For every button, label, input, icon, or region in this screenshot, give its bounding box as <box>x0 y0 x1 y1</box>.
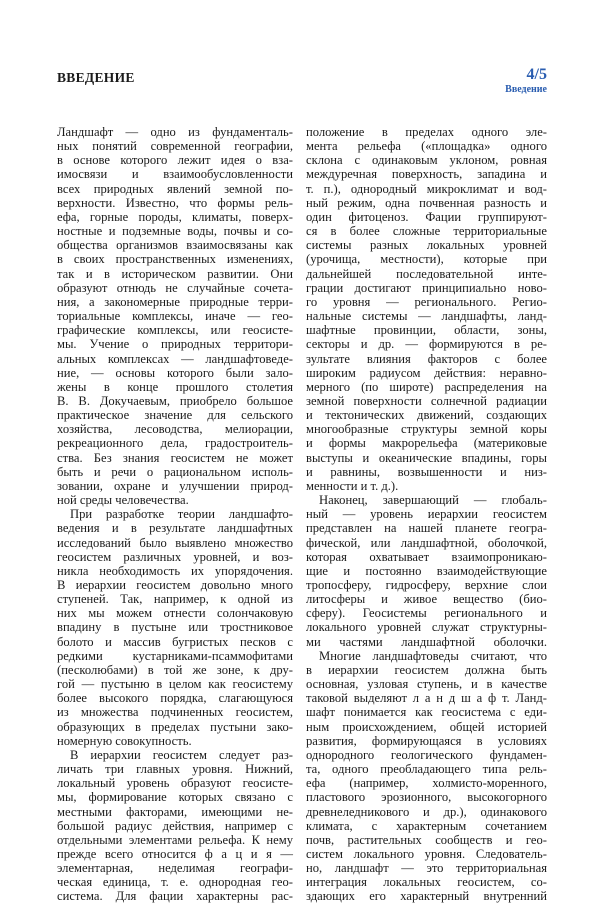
text-line: мента рельефа («площадка» одного <box>306 139 547 154</box>
text-line: го уровня — регионального. Регио- <box>306 294 547 309</box>
text-line: один фитоценоз. Фации группируют- <box>306 209 547 224</box>
text-line: редкими кустарниками-псаммофитами <box>57 648 293 663</box>
text-line: местными факторами, имеющими не- <box>57 804 293 819</box>
text-line: мы. Учение о природных территори- <box>57 337 293 352</box>
text-line: мерного (по широте) распределения на <box>306 379 547 394</box>
text-line: многообразные структуры земной коры <box>306 422 547 437</box>
text-line: так и в историческом развитии. Они <box>57 266 293 281</box>
text-line: ностные и подземные воды, почвы и со- <box>57 224 293 239</box>
paragraph <box>306 649 547 904</box>
text-line: альных комплексах — ландшафтоведе- <box>57 351 293 366</box>
text-line: быть и речи о рациональном исполь- <box>57 464 293 479</box>
text-line: менности и т. д.). <box>306 478 399 493</box>
text-line: образующих в пределах пустыни зако- <box>57 719 293 734</box>
text-line: развития, формирующаяся в условиях <box>306 733 547 748</box>
text-line: шафт понимается как геосистема с еди- <box>306 705 547 720</box>
text-line: личать три главных уровня. Нижний, <box>57 762 293 777</box>
text-line: в основе которого лежит идея о вза- <box>57 153 293 168</box>
text-line: (урочища, местности), которые при <box>306 252 547 267</box>
text-line: болото и массив бугристых песков с <box>57 634 293 649</box>
text-line: локальный уровень образуют геосисте- <box>57 776 293 791</box>
text-line: выступы и океанические впадины, горы <box>306 450 547 465</box>
page-number: 4/5 <box>526 66 547 83</box>
text-line: ми частями ландшафтной оболочки. <box>306 634 547 649</box>
text-line: в своих пространственных изменениях, <box>57 252 293 267</box>
paragraph <box>306 493 547 649</box>
text-column-right <box>306 125 547 904</box>
text-line: хозяйства, лесоводства, мелиорации, <box>57 422 293 437</box>
text-line: дальнейшей последовательной инте- <box>306 266 547 281</box>
text-line: них мы можем отнести солончаковую <box>57 606 293 621</box>
text-line: графические комплексы, или геосисте- <box>57 323 293 338</box>
text-line: положение в пределах одного эле- <box>306 125 547 139</box>
text-line: В иерархии геосистем следует раз- <box>70 747 293 762</box>
text-line: ефа (например, холмисто-моренного, <box>306 776 547 791</box>
text-line: литосферы и живое вещество (био- <box>306 592 547 607</box>
text-line: систем локального уровня. Следователь- <box>306 846 547 861</box>
text-line: ной среды человечества. <box>57 493 189 508</box>
text-line: широким радиусом действия: неравно- <box>306 365 547 380</box>
text-line: элементарная, неделимая географи- <box>57 861 293 876</box>
text-line: зультате влияния факторов с более <box>306 351 547 366</box>
text-line: древнеледникового и др.), одинакового <box>306 804 547 819</box>
text-line: отдельными элементами рельефа. К нему <box>57 832 293 847</box>
text-line: никла необходимость их упорядочения. <box>57 563 293 578</box>
text-line: т. п.), однородный микроклимат и вод- <box>306 181 547 196</box>
paragraph <box>57 125 293 507</box>
text-line: и равнины, возвышенности и низ- <box>306 464 547 479</box>
text-line: верхности. Известно, что формы рель- <box>57 195 293 210</box>
text-line: ния, а закономерные природные терри- <box>57 294 293 309</box>
text-line: фической, или ландшафтной, оболочкой, <box>306 535 547 550</box>
text-line: Ландшафт — одно из фундаменталь- <box>57 125 293 139</box>
text-line: ториальные комплексы, иначе — гео- <box>57 309 293 324</box>
text-line: более высокого порядка, слагающуюся <box>57 691 293 706</box>
paragraph <box>306 125 547 493</box>
text-line: земной поверхности солнечной радиации <box>306 393 547 408</box>
text-line: прежде всего относится ф а ц и я — <box>57 846 293 861</box>
text-line: пластового эрозионного, высокогорного <box>306 790 547 805</box>
running-head: Введение <box>505 84 547 95</box>
text-line: таковой выделяют л а н д ш а ф т. Ланд- <box>306 691 547 706</box>
text-line: ние, — основы которого были зало- <box>57 365 293 380</box>
text-line: из множества подчиненных геосистем, <box>57 705 293 720</box>
text-line: представлен на нашей планете геогра- <box>306 521 547 536</box>
text-column-left <box>57 125 293 904</box>
text-line: ных понятий современной географии, <box>57 139 293 154</box>
text-line: интеграция локальных геосистем, со- <box>306 875 547 890</box>
text-line: ный — уровень иерархии геосистем <box>306 507 547 522</box>
text-line: шафтные провинции, области, зоны, <box>306 323 547 338</box>
text-line: и формы макрорельефа (материковые <box>306 436 547 451</box>
text-line: сферу). Геосистемы регионального и <box>306 606 547 621</box>
paragraph <box>57 748 293 904</box>
text-line: В. В. Докучаевым, приобрело большое <box>57 393 293 408</box>
text-line: та, одного преобладающего типа рель- <box>306 762 547 777</box>
text-line: впадину в пустыне или тростниковое <box>57 620 293 635</box>
text-line: тропосферу, гидросферу, верхние слои <box>306 578 547 592</box>
text-line: система. Для фации характерны рас- <box>57 889 293 904</box>
text-line: ства. Без знания геосистем не может <box>57 450 293 465</box>
text-line: но, ландшафт — это территориальная <box>306 861 547 876</box>
text-line: ческая единица, т. е. однородная гео- <box>57 875 293 890</box>
text-line: мы, формирование которых связано с <box>57 790 293 805</box>
text-line: ефа, горные породы, климаты, поверх- <box>57 209 293 224</box>
text-line: жены в конце прошлого столетия <box>57 379 293 394</box>
text-line: склона с одинаковым уклоном, ровная <box>306 153 547 168</box>
text-line: номерную совокупность. <box>57 733 192 748</box>
text-line: нальные системы — ландшафты, ланд- <box>306 309 547 324</box>
text-line: и тектонических движений, создающих <box>306 408 547 423</box>
section-title: ВВЕДЕНИЕ <box>57 70 135 85</box>
text-line: междуречная поверхность, западина и <box>306 167 547 182</box>
text-line: имосвязи и взаимообусловленности <box>57 167 293 182</box>
text-line: почв, растительных сообществ и гео- <box>306 832 547 847</box>
text-line: Многие ландшафтоведы считают, что <box>319 648 547 663</box>
text-line: однородного геологического фундамен- <box>306 747 547 762</box>
text-line: системы разных локальных уровней <box>306 238 547 253</box>
text-line: ным происхождением, общей историей <box>306 719 547 734</box>
text-line: щие и постоянно взаимодействующие <box>306 563 547 578</box>
text-line: геосистем различных уровней, и воз- <box>57 549 293 564</box>
text-line: (песколюбами) в той же зоне, к дру- <box>57 662 293 677</box>
text-line: основная, узловая ступень, и в качестве <box>306 677 547 692</box>
text-line: климата, с характерным сочетанием <box>306 818 547 833</box>
text-line: ся в более сложные территориальные <box>306 224 547 239</box>
text-line: всех природных явлений земной по- <box>57 181 293 196</box>
text-line: общества организмов взаимосвязаны как <box>57 238 293 253</box>
text-line: грации достигают принципиально ново- <box>306 280 547 295</box>
text-line: практическое значение для сельского <box>57 408 293 423</box>
text-line: ведения и в результате ландшафтных <box>57 521 293 536</box>
text-line: образуют отнюдь не случайные сочета- <box>57 280 293 295</box>
text-line: локального уровней служат структурны- <box>306 620 547 635</box>
text-line: рекреационного дела, градостроитель- <box>57 436 293 451</box>
text-line: В иерархии геосистем довольно много <box>57 578 293 592</box>
text-line: ный режим, одна почвенная разность и <box>306 195 547 210</box>
text-line: исследований было выявлено множество <box>57 535 293 550</box>
text-line: здающих его характерный внутренний <box>306 889 547 904</box>
text-line: которая охватывает взаимопроникаю- <box>306 549 547 564</box>
text-line: большой радиус действия, например с <box>57 818 293 833</box>
text-line: гой — пустыню в целом как геосистему <box>57 677 293 692</box>
paragraph <box>57 507 293 748</box>
text-line: зовании, охране и улучшении природ- <box>57 478 293 493</box>
text-line: Наконец, завершающий — глобаль- <box>319 493 547 508</box>
text-line: в иерархии геосистем должна быть <box>306 662 547 677</box>
text-line: ступеней. Так, например, к одной из <box>57 592 293 607</box>
text-line: При разработке теории ландшафто- <box>70 507 293 522</box>
text-line: секторы и др. — формируются в ре- <box>306 337 547 352</box>
